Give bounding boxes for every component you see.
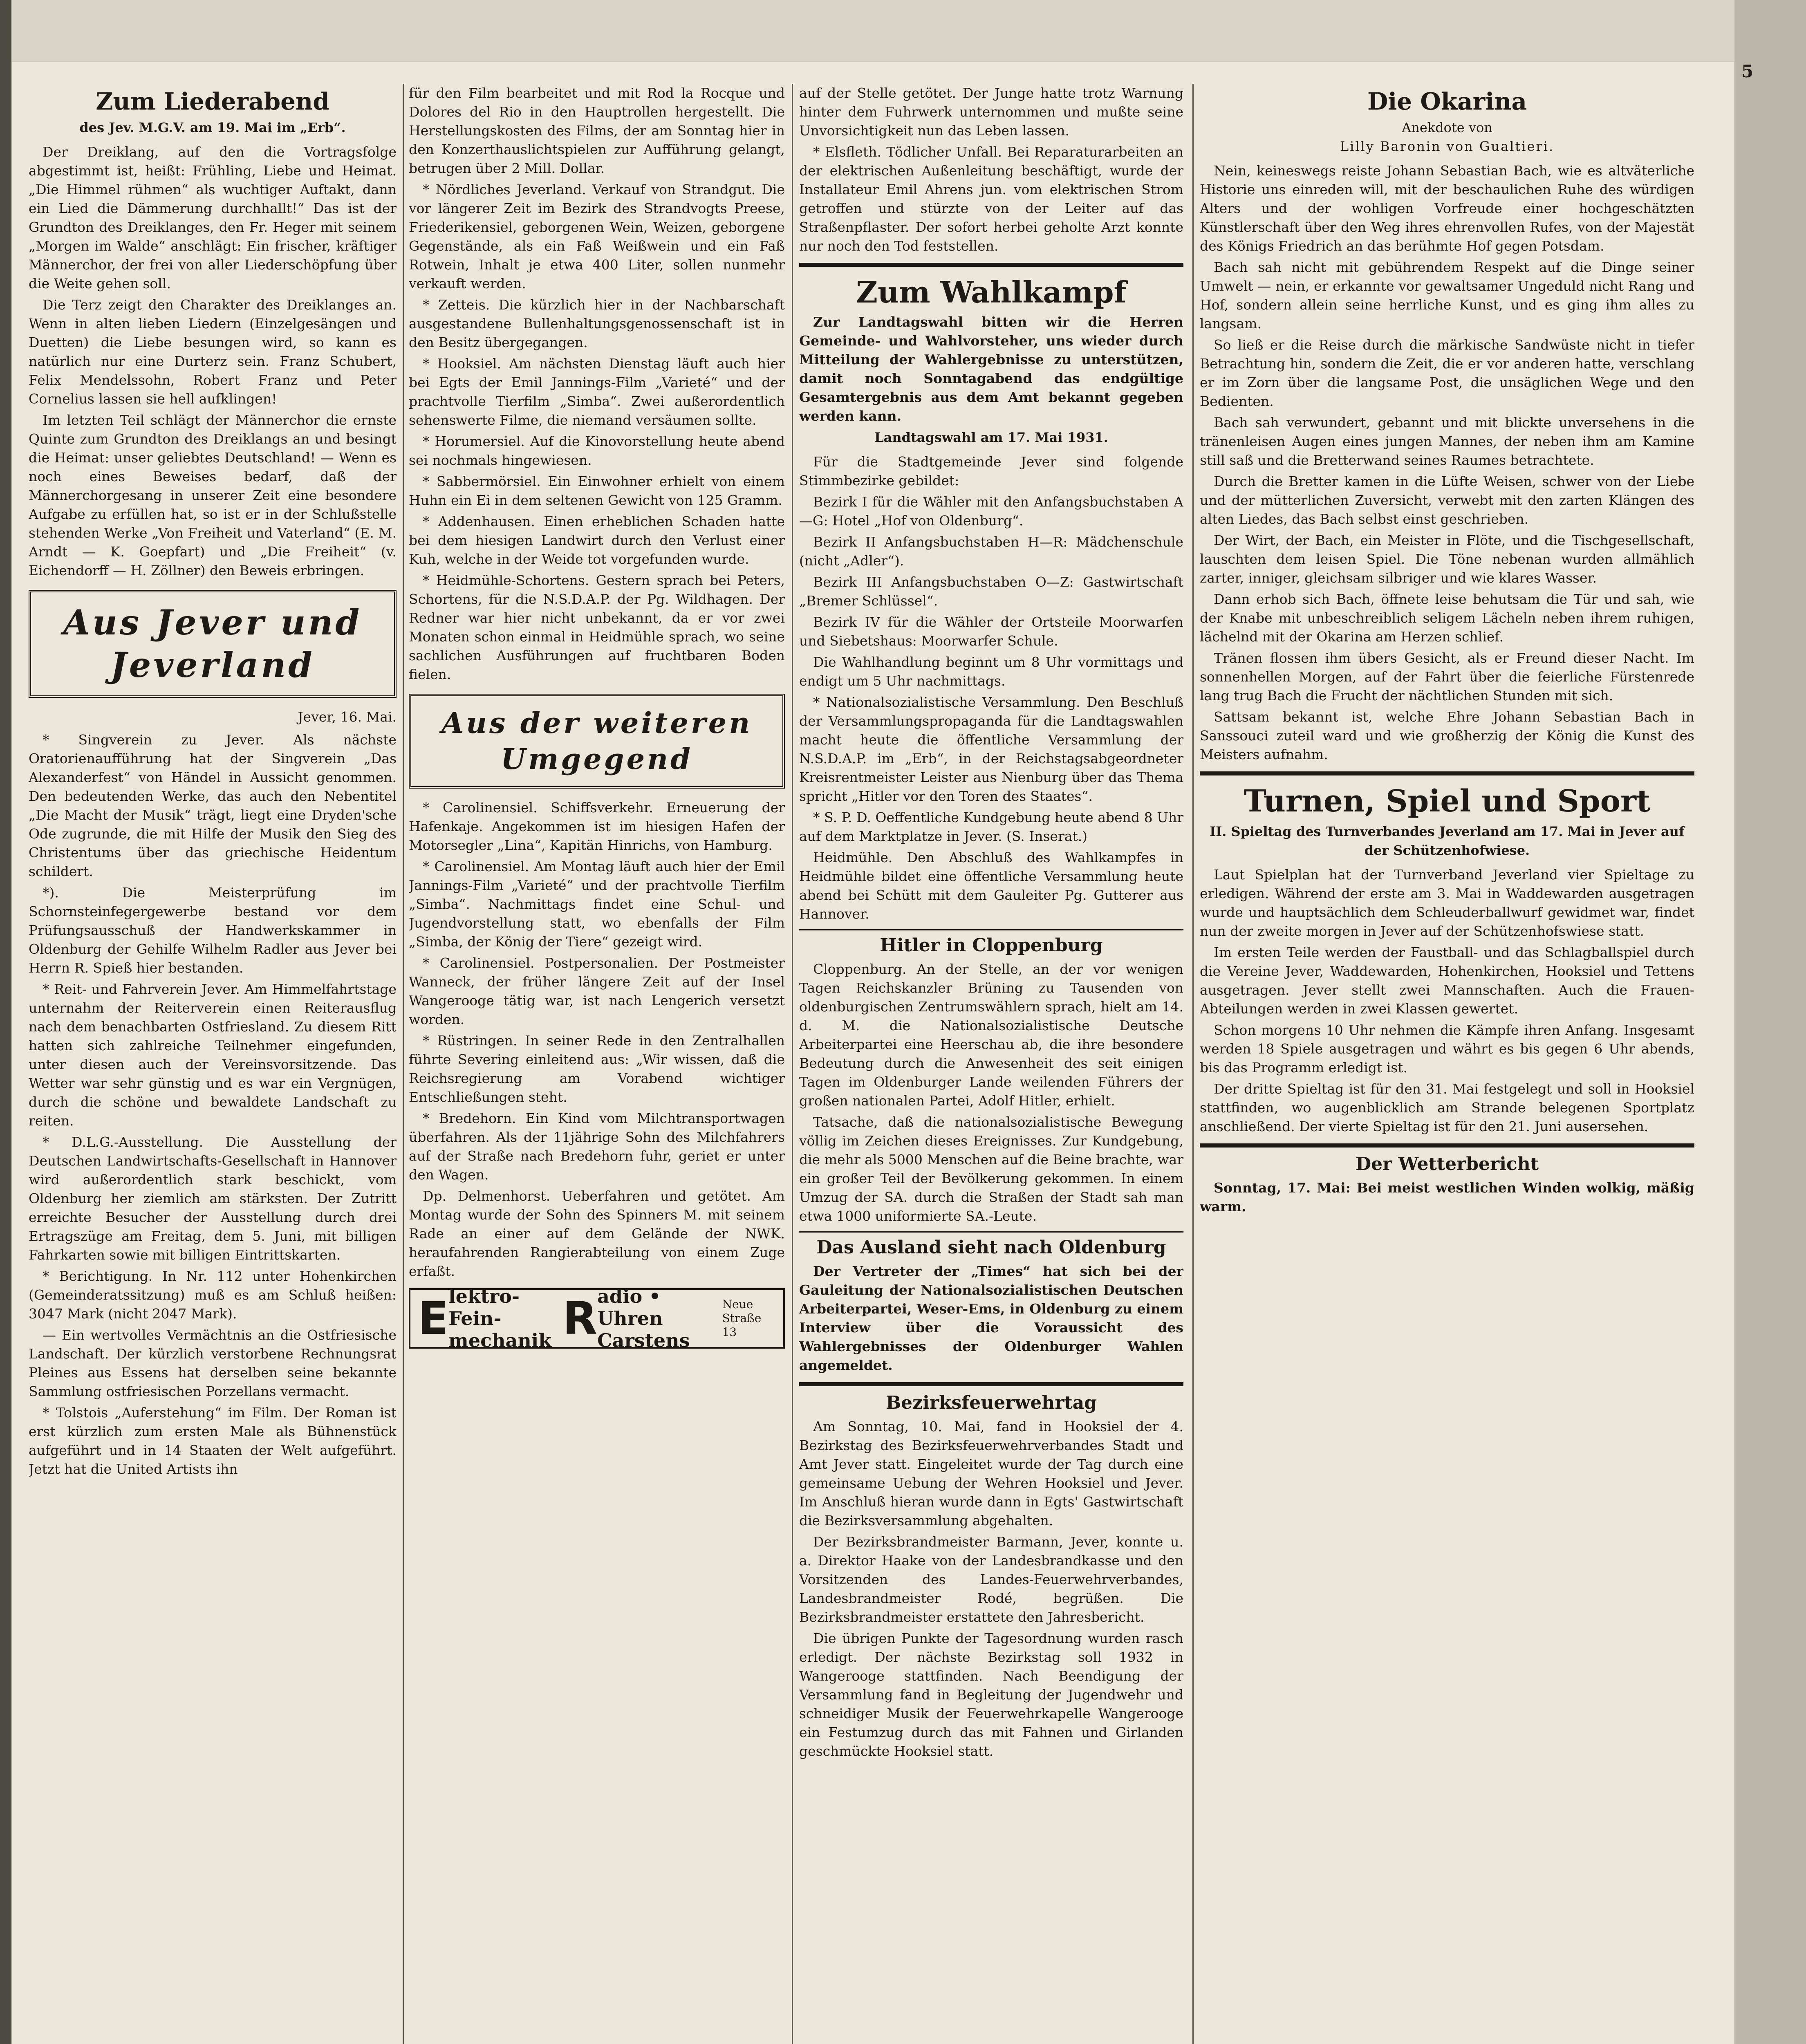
article-paragraph: Tränen flossen ihm übers Gesicht, als er Freund dieser Nacht. Im sonnenhellen Morgen, auf der Fahrt über die feierliche Fürstenrede lang trug Bach die Frucht der nächtlichen Stunden mit sich. xyxy=(1200,650,1694,704)
news-item: * Nördliches Jeverland. Verkauf von Strandgut. Die vor längerer Zeit im Bezirk des Strandvogts Preese, Friederikensiel, geborgenen Wein, Weizen, geborgene Gegenstände, als ein Faß Weißwein und ein Faß Rotwein, Inhalt je etwa 400 Liter, sollen nunmehr verkauft werden. xyxy=(409,182,785,291)
column-3 xyxy=(799,84,1183,2044)
page-edge xyxy=(1734,0,1806,2044)
section-title: Aus Jever und Jeverland xyxy=(63,602,362,685)
liederabend-subtitle: des Jev. M.G.V. am 19. Mai im „Erb“. xyxy=(79,120,346,135)
news-item: * Heidmühle-Schortens. Gestern sprach bei Peters, Schortens, für die N.S.D.A.P. der Pg. Wildhagen. Der Redner war hier nicht unbekannt, da er vor zwei Monaten schon einmal in Heidmühle sprach, wo seine sachlichen Ausführungen auf fruchtbaren Boden fielen. xyxy=(409,572,785,682)
article-paragraph: Der Bezirksbrandmeister Barmann, Jever, konnte u. a. Direktor Haake von der Landesbrandkasse und den Vorsitzenden des Landes-Feuerwehrverbandes, Landesbrandmeister Rodé, begrüßen. Die Bezirksbrandmeister erstattete den Jahresbericht. xyxy=(799,1534,1183,1625)
ad-text: adio • Uhren xyxy=(597,1285,663,1329)
news-item: * Bredehorn. Ein Kind vom Milchtransportwagen überfahren. Als der 11jährige Sohn des Milchfahrers auf der Straße nach Bredehorn fuhr, geriet er unter den Wagen. xyxy=(409,1110,785,1183)
article-paragraph: Cloppenburg. An der Stelle, an der vor wenigen Tagen Reichskanzler Brüning zu Tausenden von oldenburgischen Zentrumswählern sprach, hielt am 14. d. M. die Nationalsozialistische Deutsche Arbeiterpartei eine Heerschau ab, die ihre besondere Bedeutung durch die Anwesenheit des seit einigen Tagen im Oldenburger Lande weilenden Führers der großen nationalen Partei, Adolf Hitler, erhielt. xyxy=(799,961,1183,1109)
news-item: * Carolinensiel. Postpersonalien. Der Postmeister Wanneck, der früher längere Zeit auf der Insel Wangerooge tätig war, ist nach Lengerich versetzt worden. xyxy=(409,955,785,1027)
article-paragraph: Sattsam bekannt ist, welche Ehre Johann Sebastian Bach in Sanssouci zuteil ward und wie großherzig der König die Kunst des Meisters aufnahm. xyxy=(1200,709,1694,762)
article-paragraph: Die Terz zeigt den Charakter des Dreiklanges an. Wenn in alten lieben Liedern (Einzelgesängen und Duetten) die Liebe besungen wird, so kann es natürlich nur eine Durterz sein. Franz Schubert, Felix Mendelssohn, Robert Franz und Peter Cornelius lassen sie hell aufklingen! xyxy=(29,297,397,407)
dateline: Jever, 16. Mai. xyxy=(298,709,397,725)
article-paragraph: * S. P. D. Oeffentliche Kundgebung heute abend 8 Uhr auf dem Marktplatze in Jever. (S. Inserat.) xyxy=(799,809,1183,844)
divider xyxy=(799,929,1183,930)
article-paragraph: Bezirk IV für die Wähler der Ortsteile Moorwarfen und Siebetshaus: Moorwarfer Schule. xyxy=(799,614,1183,649)
ad-logo-letter: E xyxy=(418,1292,449,1345)
column-rule xyxy=(1192,84,1194,2044)
column-1 xyxy=(29,84,397,2044)
book-binding xyxy=(0,0,11,2044)
article-paragraph: Tatsache, daß die nationalsozialistische Bewegung völlig im Zeichen dieses Ereignisses. Zur Kundgebung, die mehr als 5000 Menschen auf die Beine brachte, war ein großer Teil der Bevölkerung gekommen. In einem Umzug der SA. durch die Straßen der Stadt sah man etwa 1000 uniformierte SA.-Leute. xyxy=(799,1114,1183,1224)
news-item: für den Film bearbeitet und mit Rod la Rocque und Dolores del Rio in den Hauptrollen hergestellt. Die Herstellungskosten des Films, der am Sonntag hier in den Konzerthauslichtspielen zur Aufführung gelangt, betrugen über 2 Mill. Dollar. xyxy=(409,85,785,176)
liederabend-title: Zum Liederabend xyxy=(96,87,329,115)
article-paragraph: Dann erhob sich Bach, öffnete leise behutsam die Tür und sah, wie der Knabe mit unbeschreiblich seligem Lächeln neben ihrem ruhigen, lächelnd mit der Okarina am Herzen schlief. xyxy=(1200,591,1694,645)
news-item: * Sabbermörsiel. Ein Einwohner erhielt von einem Huhn ein Ei in dem seltenen Gewicht von 125 Gramm. xyxy=(409,473,785,508)
news-item: * Carolinensiel. Schiffsverkehr. Erneuerung der Hafenkaje. Angekommen ist im hiesigen Hafen der Motorsegler „Lina“, Kapitän Hinrichs, von Hamburg. xyxy=(409,800,785,853)
ad-address: Straße 13 xyxy=(722,1311,762,1339)
news-item: * Singverein zu Jever. Als nächste Oratorienaufführung hat der Singverein „Das Alexanderfest“ von Händel in Aussicht genommen. Den bedeutenden Werke, das auch den Nebentitel „Die Macht der Musik“ trägt, liegt eine Dryden'sche Ode zugrunde, die mit Hilfe der Musik den Sieg des Christentums über das griechische Heidentum schildert. xyxy=(29,732,397,879)
news-item: * Hooksiel. Am nächsten Dienstag läuft auch hier bei Egts der Emil Jannings-Film „Varieté“ und der prachtvolle Tierfilm „Simba“. Zwei außerordentlich sehenswerte Filme, die niemand versäumen sollte. xyxy=(409,356,785,428)
news-item: * Berichtigung. In Nr. 112 unter Hohenkirchen (Gemeinderatssitzung) muß es am Schluß heißen: 3047 Mark (nicht 2047 Mark). xyxy=(29,1268,397,1322)
divider xyxy=(799,1231,1183,1233)
news-item: * Zetteis. Die kürzlich hier in der Nachbarschaft ausgestandene Bullenhaltungsgenossenschaft ist in den Besitz übergegangen. xyxy=(409,297,785,350)
news-item: * Carolinensiel. Am Montag läuft auch hier der Emil Jannings-Film „Varieté“ und der prachtvolle Tierfilm „Simba“. Nachmittags findet eine Schul- und Jugendvorstellung statt, wo ebenfalls der Film „Simba, der König der Tiere“ gezeigt wird. xyxy=(409,858,785,950)
article-paragraph: Nein, keineswegs reiste Johann Sebastian Bach, wie es altväterliche Historie uns einreden will, mit der beschaulichen Ruhe des würdigen Alters und der wohligen Vorfreude einer hochgeschätzten Künstlerschaft über den Weg ihres ehrenvollen Rufes, von der Majestät des Königs Friedrich an das berühmte Hof gegen Potsdam. xyxy=(1200,163,1694,254)
column-2 xyxy=(409,84,785,2044)
section-box-jever xyxy=(29,590,397,698)
news-item: * Tolstois „Auferstehung“ im Film. Der Roman ist erst kürzlich zum ersten Male als Bühnenstück aufgeführt und in 14 Staaten der Welt aufgeführt. Jetzt hat die United Artists ihn xyxy=(29,1405,397,1477)
hitler-title: Hitler in Cloppenburg xyxy=(880,935,1103,956)
ad-address: Neue xyxy=(722,1298,753,1311)
article-paragraph: * Nationalsozialistische Versammlung. Den Beschluß der Versammlungspropaganda für die Landtagswahlen macht heute die öffentliche Versammlung der N.S.D.A.P. im „Erb“, in der Reichstagsabgeordneter Kreisrentmeister Leister aus Nienburg über das Thema spricht „Hitler vor den Toren des Staates“. xyxy=(799,694,1183,804)
article-paragraph: Für die Stadtgemeinde Jever sind folgende Stimmbezirke gebildet: xyxy=(799,454,1183,489)
news-item: *). Die Meisterprüfung im Schornsteinfegergewerbe bestand vor dem Prüfungsausschuß der Handwerkskammer in Oldenburg der Gehilfe Wilhelm Radler aus Jever bei Herrn R. Spieß hier bestanden. xyxy=(29,885,397,976)
column-rule xyxy=(792,84,793,2044)
section-box-umgegend xyxy=(409,694,785,789)
news-item: auf der Stelle getötet. Der Junge hatte trotz Warnung hinter dem Fuhrwerk unternommen und mußte seine Unvorsichtigkeit nun das Leben lassen. xyxy=(799,85,1183,139)
article-paragraph: Im letzten Teil schlägt der Männerchor die ernste Quinte zum Grundton des Dreiklangs an und besingt die Heimat: unser geliebtes Deutschland! — Wenn es noch eines Beweises bedarf, daß der Männerchorgesang in unserer Zeit eine besondere Aufgabe zu erfüllen hat, so ist er in der Schlußstelle stehenden Werke „Von Freiheit und Vaterland“ (E. M. Arndt — K. Goepfart) und „Die Freiheit“ (v. Eichendorff — H. Zöllner) den Beweis erbringen. xyxy=(29,412,397,578)
article-paragraph: Laut Spielplan hat der Turnverband Jeverland vier Spieltage zu erledigen. Während der erste am 3. Mai in Waddewarden ausgetragen wurde und hauptsächlich dem Schleuderballwurf gewidmet war, findet nun der zweite morgen in Jever auf der Schützenhofswiese statt. xyxy=(1200,867,1694,939)
article-paragraph: Bezirk II Anfangsbuchstaben H—R: Mädchenschule (nicht „Adler“). xyxy=(799,534,1183,569)
ausland-title: Das Ausland sieht nach Oldenburg xyxy=(816,1237,1166,1258)
article-intro: Zur Landtagswahl bitten wir die Herren Gemeinde- und Wahlvorsteher, uns wieder durch Mitteilung der Wahlergebnisse zu unterstützen, damit noch Sonntagabend das endgültige Gesamtergebnis aus dem Amt bekannt gegeben werden kann. xyxy=(799,314,1183,424)
article-paragraph: Der dritte Spieltag ist für den 31. Mai festgelegt und soll in Hooksiel stattfinden, wo augenblicklich am Strande belegenen Sportplatz anschließend. Der vierte Spieltag ist für den 21. Juni ausersehen. xyxy=(1200,1081,1694,1134)
section-title: Aus der weiteren Umgegend xyxy=(441,706,753,776)
column-rule xyxy=(403,84,404,2044)
article-paragraph: Schon morgens 10 Uhr nehmen die Kämpfe ihren Anfang. Insgesamt werden 18 Spiele ausgetragen und währt es bis gegen 6 Uhr abends, bis das Programm erledigt ist. xyxy=(1200,1022,1694,1076)
article-paragraph: Bezirk I für die Wähler mit den Anfangsbuchstaben A—G: Hotel „Hof von Oldenburg“. xyxy=(799,494,1183,529)
news-item: * D.L.G.-Ausstellung. Die Ausstellung der Deutschen Landwirtschafts-Gesellschaft in Hannover wird außerordentlich stark beschickt, vom Oldenburg her ziemlich am stärksten. Der Zutritt erreichte Besucher der Ausstellung durch drei Ertragszüge am Freitag, dem 5. Juni, mit billigen Fahrkarten sowie mit billigen Eintrittskarten. xyxy=(29,1134,397,1263)
news-item: * Horumersiel. Auf die Kinovorstellung heute abend sei nochmals hingewiesen. xyxy=(409,433,785,468)
ad-text: Carstens xyxy=(597,1329,690,1351)
article-paragraph: Bezirk III Anfangsbuchstaben O—Z: Gastwirtschaft „Bremer Schlüssel“. xyxy=(799,574,1183,609)
article-paragraph: Die Wahlhandlung beginnt um 8 Uhr vormittags und endigt um 5 Uhr nachmittags. xyxy=(799,654,1183,689)
ad-logo-letter: R xyxy=(562,1292,598,1345)
turnen-title: Turnen, Spiel und Sport xyxy=(1244,784,1651,819)
article-paragraph: Der Wirt, der Bach, ein Meister in Flöte, und die Tischgesellschaft, lauschten dem leisen Spiel. Die Töne nebenan wurden allmählich zarter, inniger, gleichsam silbriger und wie klares Wasser. xyxy=(1200,532,1694,586)
column-4 xyxy=(1200,84,1694,2044)
article-subhead: Landtagswahl am 17. Mai 1931. xyxy=(874,430,1108,445)
okarina-author: Lilly Baronin von Gualtieri. xyxy=(1340,139,1555,154)
divider xyxy=(799,263,1183,267)
okarina-genre: Anekdote von xyxy=(1402,120,1492,135)
ad-text: lektro-Fein- xyxy=(448,1285,520,1329)
article-paragraph: Bach sah verwundert, gebannt und mit blickte unversehens in die tränenleisen Augen eines jungen Mannes, der neben ihm am Kamine still saß und die Bretterwand seines Raumes betrachtete. xyxy=(1200,415,1694,468)
ad-text: mechanik xyxy=(448,1329,552,1351)
page-number: 5 xyxy=(1741,61,1754,81)
weather-report: Sonntag, 17. Mai: Bei meist westlichen Winden wolkig, mäßig warm. xyxy=(1200,1180,1694,1215)
news-item: Dp. Delmenhorst. Ueberfahren und getötet. Am Montag wurde der Sohn des Spinners M. mit seinem Rade an einer auf dem Gelände der NWK. heraufahrenden Rangierabteilung von einem Zuge erfaßt. xyxy=(409,1188,785,1279)
news-item: * Elsfleth. Tödlicher Unfall. Bei Reparaturarbeiten an der elektrischen Außenleitung beschäftigt, wurde der Installateur Emil Ahrens jun. vom elektrischen Strom getroffen und stürzte von der Leiter auf das Straßenpflaster. Der sofort herbei geholte Arzt konnte nur noch den Tod feststellen. xyxy=(799,144,1183,254)
article-paragraph: Durch die Bretter kamen in die Lüfte Weisen, schwer von der Liebe und der mütterlichen Zuversicht, verwebt mit den zarten Klängen des alten Liedes, das Bach selbst einst geschrieben. xyxy=(1200,473,1694,527)
news-item: * Reit- und Fahrverein Jever. Am Himmelfahrtstage unternahm der Reiterverein einen Reiterausflug nach dem benachbarten Ostfriesland. Zu diesem Ritt hatten sich zahlreiche Teilnehmer eingefunden, unter diesen auch der Vereinsvorsitzende. Das Wetter war sehr günstig und es war ein Vergnügen, durch die schöne und bewaldete Landschaft zu reiten. xyxy=(29,981,397,1129)
article-paragraph: Am Sonntag, 10. Mai, fand in Hooksiel der 4. Bezirkstag des Bezirksfeuerwehrverbandes Stadt und Amt Jever statt. Eingeleitet wurde der Tag durch eine gemeinsame Uebung der Wehren Hooksiel und Jever. Im Anschluß hieran wurde dann in Egts' Gastwirtschaft die Bezirksversammlung abgehalten. xyxy=(799,1419,1183,1529)
article-paragraph: Heidmühle. Den Abschluß des Wahlkampfes in Heidmühle bildet eine öffentliche Versammlung heute abend bei Schütt mit dem Gauleiter Pg. Gutterer aus Hannover. xyxy=(799,849,1183,922)
news-item: — Ein wertvolles Vermächtnis an die Ostfriesische Landschaft. Der kürzlich verstorbene Rechnungsrat Pleines aus Essens hat derselben seine bekannte Sammlung ostfriesischen Porzellans vermacht. xyxy=(29,1327,397,1399)
divider xyxy=(1200,1143,1694,1148)
divider xyxy=(1200,771,1694,775)
article-paragraph: Im ersten Teile werden der Faustball- und das Schlagballspiel durch die Vereine Jever, Waddewarden, Hohenkirchen, Hooksiel und Tettens ausgetragen. Jever stellt zwei Mannschaften. Auch die Frauen-Abteilungen werden in zwei Klassen gewertet. xyxy=(1200,944,1694,1017)
article-paragraph: Der Vertreter der „Times“ hat sich bei der Gauleitung der Nationalsozialistischen Deutschen Arbeiterpartei, Weser-Ems, in Oldenburg zu einem Interview über die Voraussicht des Wahlergebnisses der Oldenburger Wahlen angemeldet. xyxy=(799,1263,1183,1373)
article-paragraph: Bach sah nicht mit gebührendem Respekt auf die Dinge seiner Umwelt — nein, er erkannte vor gewaltsamer Ungeduld nicht Rang und Hof, sondern allein seine herrliche Kunst, und es ging ihm alles zu langsam. xyxy=(1200,259,1694,332)
article-paragraph: Die übrigen Punkte der Tagesordnung wurden rasch erledigt. Der nächste Bezirkstag soll 1932 in Wangerooge stattfinden. Nach Beendigung der Versammlung fand in Begleitung der Jugendwehr und schneidiger Musik der Feuerwehrkapelle Wangerooge ein Festumzug durch das mit Fahnen und Girlanden geschmückte Hooksiel statt. xyxy=(799,1630,1183,1759)
wetter-title: Der Wetterbericht xyxy=(1355,1154,1539,1174)
feuerwehr-title: Bezirksfeuerwehrtag xyxy=(885,1392,1097,1413)
news-item: * Rüstringen. In seiner Rede in den Zentralhallen führte Severing einleitend aus: „Wir wissen, daß die Reichsregierung am Vorabend wichtiger Entschließungen steht. xyxy=(409,1033,785,1105)
advertisement-carstens xyxy=(409,1285,785,1351)
wahlkampf-title: Zum Wahlkampf xyxy=(856,275,1127,309)
article-paragraph: Der Dreiklang, auf den die Vortragsfolge abgestimmt ist, heißt: Frühling, Liebe und Heimat. „Die Himmel rühmen“ als wuchtiger Auftakt, dann ein Lied die Dämmerung durchhallt!“ Das ist der Grundton des Dreiklanges, den Fr. Heger mit seinem „Morgen im Walde“ anschlägt: Ein frischer, kräftiger Männerchor, der frei von aller Liederschöpfung über die Weite gehen soll. xyxy=(29,144,397,291)
turnen-subhead: II. Spieltag des Turnverbandes Jeverland am 17. Mai in Jever auf der Schützenhofwiese. xyxy=(1210,824,1685,858)
divider xyxy=(799,1382,1183,1386)
okarina-title: Die Okarina xyxy=(1367,87,1527,115)
news-item: * Addenhausen. Einen erheblichen Schaden hatte bei dem hiesigen Landwirt durch den Verlust einer Kuh, welche in der Weide tot vorgefunden wurde. xyxy=(409,513,785,567)
article-paragraph: So ließ er die Reise durch die märkische Sandwüste nicht in tiefer Betrachtung hin, sondern die Zeit, die er vor anderen hatte, verschlang er im Zorn über die langsame Post, die unsäglichen Wege und den Bedienten. xyxy=(1200,337,1694,409)
